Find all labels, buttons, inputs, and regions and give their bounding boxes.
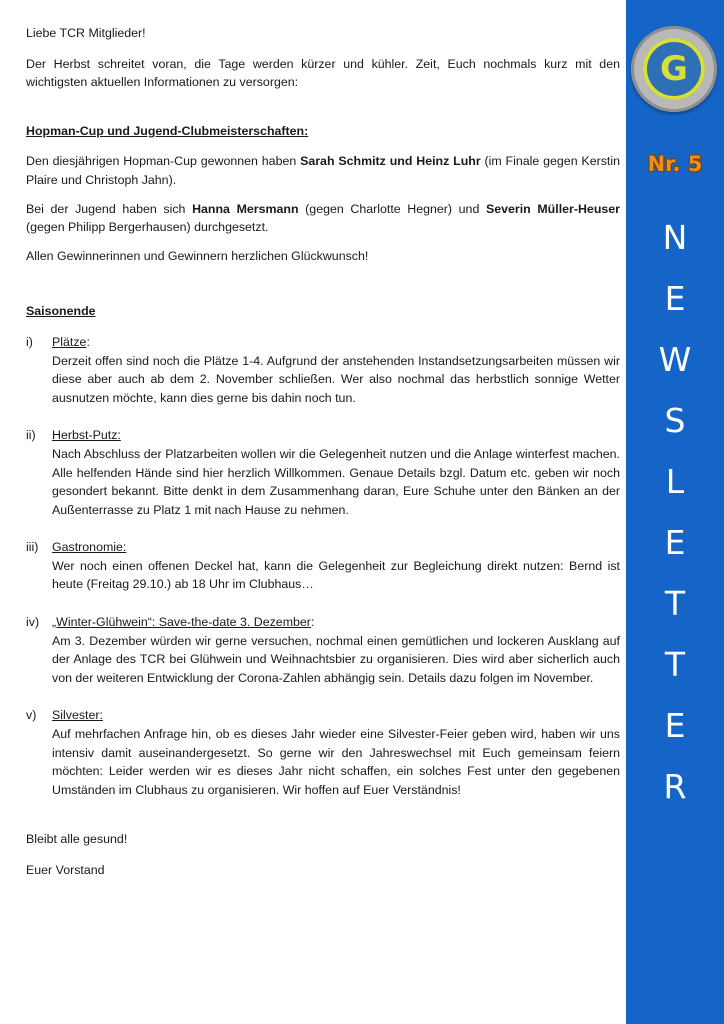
item-title: Silvester: xyxy=(52,708,103,723)
item-text: Auf mehrfachen Anfrage hin, ob es dieses Jahr wieder eine Silvester-Feier geben wird, haben wir uns intensiv damit auseinandergesetzt. So gerne wir den Jahreswechsel mit Euch gemeinsam feiern möchten: Leider werden wir es dieses Jahr nicht schaffen, ein solches Fest unter den gegebenen Umständen im Clubhaus zu organisieren. Wir hoffen auf Euer Verständnis! xyxy=(52,727,620,797)
title-letter: E xyxy=(664,279,686,318)
intro-paragraph: Der Herbst schreitet voran, die Tage werden kürzer und kühler. Zeit, Euch nochmals kurz mit den wichtigsten aktuellen Informationen zu versorgen: xyxy=(26,56,620,90)
saison-item-silvester xyxy=(26,706,620,799)
saison-heading: Saisonende xyxy=(26,304,96,319)
club-logo xyxy=(631,26,717,112)
saison-item-plaetze: i) Plätze: Derzeit offen sind noch die Plätze 1-4. Aufgrund der anstehenden Instandsetzungsarbeiten müssen wir diese aber auch ab dem 2. November schließen. Wer also nochmal das herbstlich sonnige Wetter ausnutzen möchte, kann dies gerne bis dahin noch tun. xyxy=(26,333,620,407)
item-title: Herbst-Putz: xyxy=(52,428,121,443)
item-number: iii) xyxy=(26,540,39,555)
hopman-paragraph: Den diesjährigen Hopman-Cup gewonnen haben Sarah Schmitz und Heinz Luhr (im Finale gegen Kerstin Plaire und Christoph Jahn). xyxy=(26,154,620,187)
item-number: v) xyxy=(26,708,37,723)
title-letter: L xyxy=(665,462,685,501)
youth-winner-boy: Severin Müller-Heuser xyxy=(485,201,620,216)
title-letter: E xyxy=(664,523,686,562)
club-logo-emblem: G xyxy=(643,38,705,100)
title-letter: R xyxy=(663,767,687,806)
issue-number: Nr. 5 xyxy=(647,152,703,176)
congrats-paragraph: Allen Gewinnerinnen und Gewinnern herzlichen Glückwunsch! xyxy=(26,248,369,263)
item-text: Nach Abschluss der Platzarbeiten wollen wir die Gelegenheit nutzen und die Anlage winterfest machen. Alle helfenden Hände sind hier herzlich Willkommen. Genaue Details bzgl. Datum etc. geben wir noch gesondert bekannt. Bitte denkt in dem Zusammenhang daran, Eure Schuhe unter den Bänken an der Außenterrasse zu Platz 1 mit nach Hause zu nehmen. xyxy=(52,446,620,517)
hopman-winners: Sarah Schmitz und Heinz Luhr xyxy=(300,154,481,169)
item-title: „Winter-Glühwein“: Save-the-date 3. Dezember xyxy=(52,615,311,630)
closing: Bleibt alle gesund! xyxy=(26,832,128,847)
newsletter-sidebar xyxy=(626,0,724,1024)
title-letter: S xyxy=(664,401,686,440)
item-number: i) xyxy=(26,334,33,349)
hopman-heading: Hopman-Cup und Jugend-Clubmeisterschaften: xyxy=(26,123,309,138)
item-title: Gastronomie: xyxy=(52,540,127,555)
youth-winner-girl: Hanna Mersmann xyxy=(192,201,299,216)
title-letter: E xyxy=(664,706,686,745)
saison-item-herbst-putz xyxy=(26,426,620,519)
item-title: Plätze xyxy=(52,334,87,349)
saison-item-gastronomie xyxy=(26,538,620,594)
item-text: Wer noch einen offenen Deckel hat, kann die Gelegenheit zur Begleichung direkt nutzen: Bernd ist heute (Freitag 29.10.) ab 18 Uhr im Clubhaus… xyxy=(52,558,620,592)
item-number: ii) xyxy=(26,428,36,443)
saison-item-winter-gluehwein: iv) „Winter-Glühwein“: Save-the-date 3. Dezember: Am 3. Dezember würden wir gerne versuchen, nochmal einen gemütlichen und lockeren Ausklang auf der Anlage des TCR bei Glühwein und Weihnachtsbier zu organisieren. Dies wird aber sicherlich auch von der weiteren Entwicklung der Corona-Zahlen abhängig sein. Details dazu folgen im November. xyxy=(26,613,620,687)
title-letter: T xyxy=(664,645,686,684)
youth-paragraph: Bei der Jugend haben sich Hanna Mersmann (gegen Charlotte Hegner) und Severin Müller-Heuser (gegen Philipp Bergerhausen) durchgesetzt. xyxy=(26,201,620,235)
title-letter: T xyxy=(664,584,686,623)
title-letter: N xyxy=(662,218,688,257)
greeting: Liebe TCR Mitglieder! xyxy=(26,26,146,40)
item-text: Derzeit offen sind noch die Plätze 1-4. Aufgrund der anstehenden Instandsetzungsarbeiten müssen wir diese aber auch ab dem 2. November schließen. Wer also nochmal das herbstlich sonnige Wetter ausnutzen möchte, kann dies gerne bis dahin noch tun. xyxy=(52,353,620,405)
newsletter-body xyxy=(26,24,620,880)
newsletter-vertical-title xyxy=(626,213,724,823)
signature: Euer Vorstand xyxy=(26,863,105,877)
title-letter: W xyxy=(658,340,692,379)
item-number: iv) xyxy=(26,615,40,630)
item-text: Am 3. Dezember würden wir gerne versuchen, nochmal einen gemütlichen und lockeren Ausklang auf der Anlage des TCR bei Glühwein und Weihnachtsbier zu organisieren. Dies wird aber sicherlich auch von der weiteren Entwicklung der Corona-Zahlen abhängig sein. Details dazu folgen im November. xyxy=(52,633,620,685)
